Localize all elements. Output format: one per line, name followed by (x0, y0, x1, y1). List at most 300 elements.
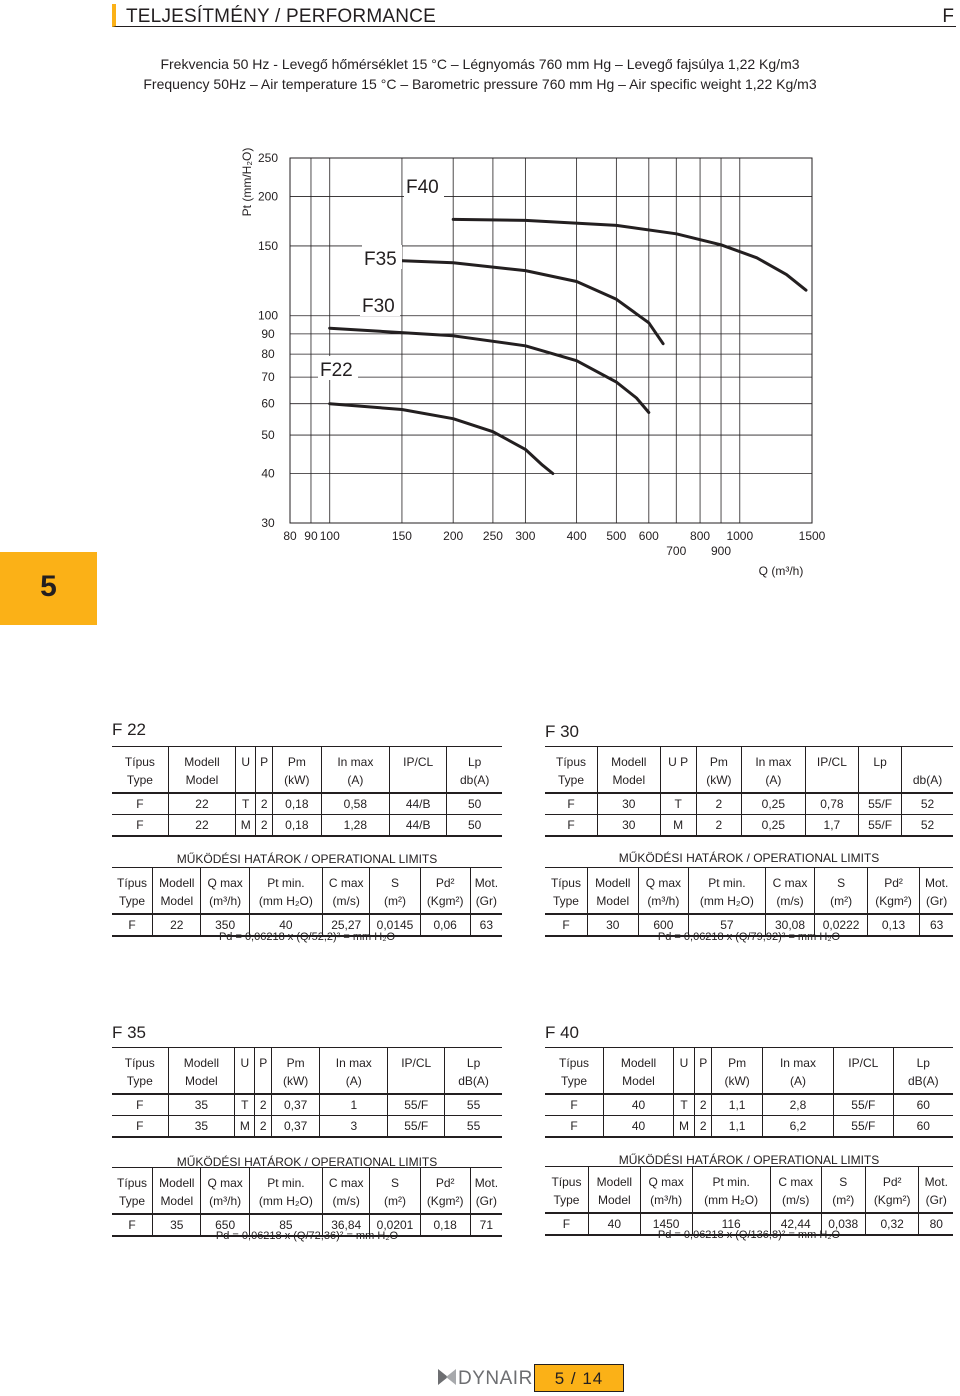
f35-spec-cell: 2 (255, 1116, 272, 1138)
x-tick-label: 150 (391, 529, 412, 543)
f30-lim-unit-cell: (Kgm²) (867, 892, 919, 914)
f40-spec-unit-cell (834, 1072, 894, 1094)
x-tick-label: 600 (638, 529, 659, 543)
f40-spec-cell: 2 (695, 1094, 712, 1116)
table-row (545, 793, 953, 815)
f35-spec-unit-cell (235, 1072, 255, 1094)
f40-lim-header-cell: Típus (545, 1167, 588, 1192)
x-tick-label: 1000 (726, 529, 754, 543)
f30-spec-header-cell: Pm (696, 747, 741, 772)
table-row (545, 815, 953, 837)
f35-spec-unit-cell: Model (168, 1072, 235, 1094)
f35-spec-header-cell: U (235, 1048, 255, 1073)
f40-spec-cell: M (673, 1116, 694, 1138)
f40-lim-header-cell: S (821, 1167, 865, 1192)
f30-spec-unit-cell: (A) (742, 771, 806, 793)
f35-spec-cell: 55/F (388, 1116, 445, 1138)
f35-lim-unit-cell: (m/s) (322, 1192, 369, 1214)
f40-spec-header-cell: Típus (545, 1048, 604, 1073)
f35-spec-table (112, 1047, 502, 1138)
y-tick-label: 80 (261, 347, 275, 362)
f35-lim-cell: 71 (470, 1214, 502, 1236)
f22-lim-cell: 350 (201, 914, 249, 936)
y-tick-label: 40 (261, 466, 275, 481)
f40-lim-cell: 1450 (640, 1213, 692, 1235)
y-tick-label: 70 (261, 370, 275, 385)
f22-lim-unit-cell: (Gr) (475, 894, 498, 908)
header-row (112, 747, 502, 772)
f40-spec-unit-cell: Type (545, 1072, 604, 1094)
f30-spec-cell: 55/F (859, 793, 902, 815)
f22-spec-cell: 22 (168, 793, 235, 815)
header-unit-row (112, 892, 502, 914)
f35-spec-cell: 1 (320, 1094, 388, 1116)
f35-spec-unit-cell (388, 1072, 445, 1094)
f22-title: F 22 (112, 720, 147, 739)
f22-lim-cell: 25,27 (322, 914, 369, 936)
f40-lim-header-cell: C max (770, 1167, 821, 1192)
f40-spec-header-cell: Lp (916, 1056, 930, 1070)
table-row (545, 1116, 953, 1138)
f35-lim-cell: 35 (153, 1214, 201, 1236)
f40-lim-unit-cell: Type (545, 1191, 588, 1213)
f40-lim-unit-cell: (mm H₂O) (692, 1191, 770, 1213)
f30-spec-header-cell: In max (742, 747, 806, 772)
f30-limits-title: MŰKÖDÉSI HATÁROK / OPERATIONAL LIMITS (618, 851, 880, 865)
f35-lim-cell: 36,84 (322, 1214, 369, 1236)
f35-spec-cell: 2 (255, 1094, 272, 1116)
series-label-f35: F35 (364, 249, 397, 270)
f30-spec-header-cell: Típus (545, 747, 598, 772)
header-row (112, 1168, 502, 1193)
header-row (545, 1167, 953, 1192)
f35-spec-header-cell: Típus (112, 1048, 168, 1073)
f30-spec-unit-cell: Model (598, 771, 661, 793)
f30-spec-cell: 52 (902, 793, 953, 815)
f22-spec-unit-cell: Type (112, 771, 168, 793)
f22-limits-table (112, 867, 502, 937)
f40-spec-cell: 6,2 (762, 1116, 833, 1138)
header-row (545, 1048, 953, 1073)
f30-spec-cell: 0,25 (742, 815, 806, 837)
f35-spec-cell: 55/F (388, 1094, 445, 1116)
f35-spec-unit-cell: Type (112, 1072, 168, 1094)
header-unit-row (545, 1191, 953, 1213)
f40-spec-unit-cell: (A) (762, 1072, 833, 1094)
f40-spec-unit-cell: dB(A) (907, 1074, 939, 1088)
f22-spec-cell: 0,58 (321, 793, 389, 815)
f35-lim-unit-cell: Type (112, 1192, 153, 1214)
f35-spec-cell: 55 (445, 1094, 502, 1116)
header-row (545, 868, 953, 893)
table-row (545, 1094, 953, 1116)
f22-spec-cell: F (112, 815, 168, 837)
f22-spec-header-cell: P (256, 747, 273, 772)
f30-lim-header-cell: Q max (638, 868, 689, 893)
f35-lim-cell: 0,0201 (370, 1214, 420, 1236)
f35-spec-header-cell: Pm (271, 1048, 319, 1073)
header-row (545, 747, 953, 772)
f22-spec-cell: 22 (168, 815, 235, 837)
f22-lim-header-cell: Pt min. (249, 868, 322, 893)
f22-spec-cell: 50 (447, 815, 502, 837)
f22-spec-unit-cell: (A) (321, 771, 389, 793)
f35-lim-cell: 650 (201, 1214, 249, 1236)
f22-lim-cell: 22 (153, 914, 201, 936)
f30-spec-table (545, 746, 953, 837)
f40-spec-cell: T (673, 1094, 694, 1116)
f40-limits-table (545, 1166, 953, 1236)
f40-spec-header-cell: Pm (712, 1048, 763, 1073)
f40-lim-unit-cell: (m²) (821, 1191, 865, 1213)
subtitle-hu: Frekvencia 50 Hz - Levegő hőmérséklet 15 °C – Légnyomás 760 mm Hg – Levegő fajsúlya 1,22 Kg/m3 (160, 56, 800, 72)
f40-lim-cell: F (545, 1213, 588, 1235)
f22-spec-table (112, 746, 502, 837)
f30-lim-header-cell: Típus (545, 868, 587, 893)
x-tick-label: 700 (666, 544, 687, 558)
f30-lim-header-cell: C max (765, 868, 815, 893)
page-number: 5 / 14 (554, 1369, 604, 1388)
header-unit-row (545, 771, 953, 793)
f30-spec-unit-cell (660, 771, 696, 793)
f30-spec-header-cell: Modell (598, 747, 661, 772)
f22-spec-unit-cell (236, 771, 256, 793)
f22-formula: Pd = 0,06218 x (Q/52,2)² = mm H₂O (218, 931, 396, 943)
f35-lim-header-cell: Q max (201, 1168, 249, 1193)
f22-spec-unit-cell (256, 771, 273, 793)
f40-spec-header-cell: Modell (604, 1048, 674, 1073)
f40-limits-title: MŰKÖDÉSI HATÁROK / OPERATIONAL LIMITS (618, 1153, 880, 1167)
table-row (112, 1116, 502, 1138)
x-tick-label: 200 (443, 529, 464, 543)
f22-spec-cell: 2 (256, 793, 273, 815)
f40-spec-cell: F (545, 1116, 604, 1138)
f35-lim-header-cell: Pd² (420, 1168, 470, 1193)
f40-lim-cell: 116 (692, 1213, 770, 1235)
f40-spec-cell: 40 (604, 1094, 674, 1116)
y-tick-label: 150 (257, 238, 279, 253)
f22-lim-header-cell: C max (322, 868, 369, 893)
f22-spec-cell: 44/B (390, 815, 447, 837)
f40-spec-cell: 55/F (834, 1116, 894, 1138)
f30-lim-header-cell: Pt min. (689, 868, 766, 893)
f30-spec-cell: 0,25 (742, 793, 806, 815)
f40-lim-header-cell: Q max (640, 1167, 692, 1192)
f22-spec-cell: 2 (256, 815, 273, 837)
f22-spec-header-cell: In max (321, 747, 389, 772)
header-unit-row (112, 771, 502, 793)
f22-spec-unit-cell: db(A) (459, 773, 490, 787)
f40-spec-unit-cell: Model (604, 1072, 674, 1094)
f22-spec-cell: M (236, 815, 256, 837)
f22-spec-header-cell: Pm (273, 747, 322, 772)
f35-lim-cell: 85 (249, 1214, 322, 1236)
f30-lim-cell: 0,0222 (815, 914, 867, 936)
f30-lim-cell: 0,13 (867, 914, 919, 936)
f30-spec-cell: 0,78 (805, 793, 858, 815)
f30-lim-unit-cell: (Gr) (925, 894, 948, 908)
f30-spec-header-cell: IP/CL (805, 747, 858, 772)
f40-lim-cell: 80 (919, 1213, 953, 1235)
page-header (112, 4, 956, 27)
f30-lim-cell: 30 (587, 914, 638, 936)
series-label-f40: F40 (406, 177, 439, 198)
f22-limits-title: MŰKÖDÉSI HATÁROK / OPERATIONAL LIMITS (176, 852, 438, 866)
f35-spec-unit-cell: (A) (320, 1072, 388, 1094)
f40-spec-cell: F (545, 1094, 604, 1116)
f40-spec-header-cell: In max (762, 1048, 833, 1073)
f35-lim-unit-cell: (m³/h) (201, 1192, 249, 1214)
brand-name: DYNAIR (458, 1368, 533, 1389)
f22-lim-unit-cell: (mm H₂O) (249, 892, 322, 914)
f35-lim-header-cell: Modell (153, 1168, 201, 1193)
y-tick-label: 200 (257, 189, 279, 204)
f22-spec-header-cell: Modell (168, 747, 235, 772)
f22-spec-cell: 1,28 (321, 815, 389, 837)
f30-lim-unit-cell: (m²) (815, 892, 867, 914)
f35-spec-cell: 35 (168, 1116, 235, 1138)
f30-lim-cell: 30,08 (765, 914, 815, 936)
f22-spec-cell: 0,18 (273, 793, 322, 815)
page-title: TELJESÍTMÉNY / PERFORMANCE (126, 6, 436, 27)
f22-lim-unit-cell: Type (112, 892, 153, 914)
series-line-f40 (453, 219, 806, 290)
f40-spec-cell: 1,1 (712, 1116, 763, 1138)
f40-spec-cell: 1,1 (712, 1094, 763, 1116)
x-tick-label: 500 (606, 529, 627, 543)
f22-lim-unit-cell: (m³/h) (201, 892, 249, 914)
f30-spec-unit-cell: db(A) (912, 773, 943, 787)
table-row (112, 1094, 502, 1116)
x-tick-label: 90 (304, 529, 318, 543)
f35-lim-header-cell: Típus (112, 1168, 153, 1193)
header-letter: F (942, 6, 954, 27)
f40-spec-unit-cell: (kW) (712, 1072, 763, 1094)
f22-spec-header-cell: U (236, 747, 256, 772)
f35-lim-unit-cell: (mm H₂O) (249, 1192, 322, 1214)
f30-spec-cell: 2 (696, 793, 741, 815)
f35-spec-header-cell: In max (320, 1048, 388, 1073)
f40-spec-cell: 60 (893, 1094, 953, 1116)
x-tick-label: 900 (711, 544, 732, 558)
f22-lim-unit-cell: (m²) (370, 892, 420, 914)
f22-lim-cell: 0,0145 (370, 914, 420, 936)
f35-spec-cell: T (235, 1094, 255, 1116)
f35-spec-cell: 55 (445, 1116, 502, 1138)
f30-lim-header-cell: Mot. (924, 876, 949, 890)
f30-lim-cell: 57 (689, 914, 766, 936)
f40-spec-cell: 40 (604, 1116, 674, 1138)
f40-lim-cell: 42,44 (770, 1213, 821, 1235)
y-axis-label: Pt (mm/H₂O) (240, 147, 254, 217)
f40-lim-unit-cell: (Kgm²) (865, 1191, 919, 1213)
x-tick-label: 400 (566, 529, 587, 543)
f35-lim-cell: 0,18 (420, 1214, 470, 1236)
f35-spec-cell: M (235, 1116, 255, 1138)
y-tick-label: 30 (261, 516, 275, 530)
f35-spec-cell: 3 (320, 1116, 388, 1138)
f35-spec-header-cell: P (255, 1048, 272, 1073)
f40-spec-table (545, 1047, 953, 1138)
f35-spec-cell: 0,37 (271, 1116, 319, 1138)
x-tick-label: 300 (515, 529, 536, 543)
subtitle-en: Frequency 50Hz – Air temperature 15 °C – Barometric pressure 760 mm Hg – Air specific weight 1,22 Kg/m3 (143, 76, 817, 92)
f22-spec-cell: 50 (447, 793, 502, 815)
x-tick-label: 800 (690, 529, 711, 543)
f30-spec-cell: T (660, 793, 696, 815)
x-tick-label: 100 (319, 529, 340, 543)
f40-lim-cell: 40 (588, 1213, 640, 1235)
f35-limits-table (112, 1167, 502, 1237)
series-label-f30: F30 (362, 296, 395, 317)
performance-chart (0, 140, 960, 590)
f40-spec-cell: 2 (695, 1116, 712, 1138)
f30-lim-unit-cell: (m/s) (765, 892, 815, 914)
series-line-f35 (390, 260, 663, 343)
f30-formula: Pd = 0,06218 x (Q/79,92)² = mm H₂O (657, 931, 841, 943)
f30-spec-cell: 52 (902, 815, 953, 837)
f35-spec-header-cell: Modell (168, 1048, 235, 1073)
f30-spec-cell: 30 (598, 815, 661, 837)
f22-lim-unit-cell: (Kgm²) (420, 892, 470, 914)
f30-lim-cell: 63 (920, 914, 953, 936)
f40-spec-header-cell: IP/CL (834, 1048, 894, 1073)
f35-lim-cell: F (112, 1214, 153, 1236)
series-label-f22: F22 (320, 360, 353, 381)
f40-title: F 40 (545, 1023, 580, 1042)
f22-spec-cell: 0,18 (273, 815, 322, 837)
f35-lim-unit-cell: (m²) (370, 1192, 420, 1214)
f30-limits-table (545, 867, 953, 937)
f30-lim-cell: 600 (638, 914, 689, 936)
f22-spec-unit-cell: (kW) (273, 771, 322, 793)
y-tick-label: 60 (261, 396, 275, 411)
f22-lim-cell: F (112, 914, 153, 936)
header-unit-row (112, 1192, 502, 1214)
y-tick-label: 50 (261, 428, 275, 443)
f40-spec-cell: 60 (893, 1116, 953, 1138)
f35-spec-header-cell: Lp (466, 1056, 481, 1070)
f40-spec-unit-cell (695, 1072, 712, 1094)
f30-lim-unit-cell: (mm H₂O) (689, 892, 766, 914)
y-tick-label: 250 (257, 151, 279, 165)
header-row (112, 868, 502, 893)
table-row (112, 815, 502, 837)
f40-lim-cell: 0,32 (865, 1213, 919, 1235)
f40-lim-unit-cell: Model (588, 1191, 640, 1213)
f40-spec-header-cell: P (695, 1048, 712, 1073)
f35-spec-unit-cell: (kW) (271, 1072, 319, 1094)
f35-lim-header-cell: Mot. (474, 1176, 499, 1190)
f22-lim-header-cell: Mot. (474, 876, 499, 890)
f40-lim-unit-cell: (m³/h) (640, 1191, 692, 1213)
f35-lim-unit-cell: (Kgm²) (420, 1192, 470, 1214)
f30-spec-unit-cell: Type (545, 771, 598, 793)
f22-spec-header-cell: IP/CL (390, 747, 447, 772)
f30-lim-header-cell: Pd² (867, 868, 919, 893)
f35-spec-cell: 0,37 (271, 1094, 319, 1116)
table-row (112, 793, 502, 815)
series-line-f30 (330, 328, 649, 412)
f35-lim-header-cell: Pt min. (249, 1168, 322, 1193)
f22-lim-cell: 63 (470, 914, 502, 936)
f22-lim-unit-cell: (m/s) (322, 892, 369, 914)
f22-lim-header-cell: Modell (153, 868, 201, 893)
f22-lim-header-cell: Típus (112, 868, 153, 893)
f30-spec-header-cell (902, 747, 953, 772)
f30-spec-cell: 30 (598, 793, 661, 815)
f30-spec-unit-cell: (kW) (696, 771, 741, 793)
x-tick-label: 80 (283, 529, 297, 543)
y-tick-label: 100 (257, 308, 279, 323)
brand-logo (438, 1366, 534, 1390)
f40-formula: Pd = 0,06218 x (Q/136,8)² = mm H₂O (657, 1229, 841, 1241)
x-axis-label: Q (m³/h) (758, 564, 804, 578)
f30-lim-unit-cell: Type (545, 892, 587, 914)
f22-lim-header-cell: Pd² (420, 868, 470, 893)
f35-lim-header-cell: C max (322, 1168, 369, 1193)
f40-lim-header-cell: Pt min. (692, 1167, 770, 1192)
page-number-box (534, 1364, 624, 1392)
f35-title: F 35 (112, 1023, 147, 1042)
f35-spec-header-cell: IP/CL (388, 1048, 445, 1073)
f35-spec-unit-cell: dB(A) (458, 1074, 489, 1088)
f30-lim-header-cell: S (815, 868, 867, 893)
series-line-f22 (330, 404, 553, 474)
f35-formula: Pd = 0,06218 x (Q/72,36)² = mm H₂O (215, 1230, 399, 1242)
f35-spec-unit-cell (255, 1072, 272, 1094)
f22-spec-cell: T (236, 793, 256, 815)
f30-spec-cell: 2 (696, 815, 741, 837)
f35-spec-cell: 35 (168, 1094, 235, 1116)
f22-lim-cell: 0,06 (420, 914, 470, 936)
f30-lim-unit-cell: (m³/h) (638, 892, 689, 914)
f22-lim-header-cell: S (370, 868, 420, 893)
header-row (112, 1048, 502, 1073)
f30-lim-header-cell: Modell (587, 868, 638, 893)
f40-spec-cell: 55/F (834, 1094, 894, 1116)
x-tick-label: 250 (482, 529, 503, 543)
f22-spec-cell: F (112, 793, 168, 815)
f40-lim-unit-cell: (m/s) (770, 1191, 821, 1213)
f30-spec-header-cell: U P (660, 747, 696, 772)
f22-spec-unit-cell (390, 771, 447, 793)
f22-lim-unit-cell: Model (153, 892, 201, 914)
f22-lim-header-cell: Q max (201, 868, 249, 893)
f40-spec-unit-cell (673, 1072, 694, 1094)
dynair-logo-icon (438, 1369, 458, 1389)
f40-lim-header-cell: Modell (588, 1167, 640, 1192)
f30-title: F 30 (545, 722, 580, 741)
f35-lim-unit-cell: Model (153, 1192, 201, 1214)
chapter-number: 5 (40, 570, 57, 603)
f30-lim-unit-cell: Model (587, 892, 638, 914)
header-unit-row (545, 1072, 953, 1094)
f40-lim-header-cell: Pd² (865, 1167, 919, 1192)
y-tick-label: 90 (261, 326, 275, 341)
f40-lim-header-cell: Mot. (924, 1175, 948, 1189)
f30-spec-header-cell: Lp (859, 747, 902, 772)
f35-spec-cell: F (112, 1116, 168, 1138)
f30-spec-cell: 1,7 (805, 815, 858, 837)
f30-lim-cell: F (545, 914, 587, 936)
header-unit-row (112, 1072, 502, 1094)
f35-spec-cell: F (112, 1094, 168, 1116)
header-unit-row (545, 892, 953, 914)
f22-lim-cell: 40 (249, 914, 322, 936)
f35-limits-title: MŰKÖDÉSI HATÁROK / OPERATIONAL LIMITS (176, 1155, 438, 1169)
f22-spec-unit-cell: Model (168, 771, 235, 793)
